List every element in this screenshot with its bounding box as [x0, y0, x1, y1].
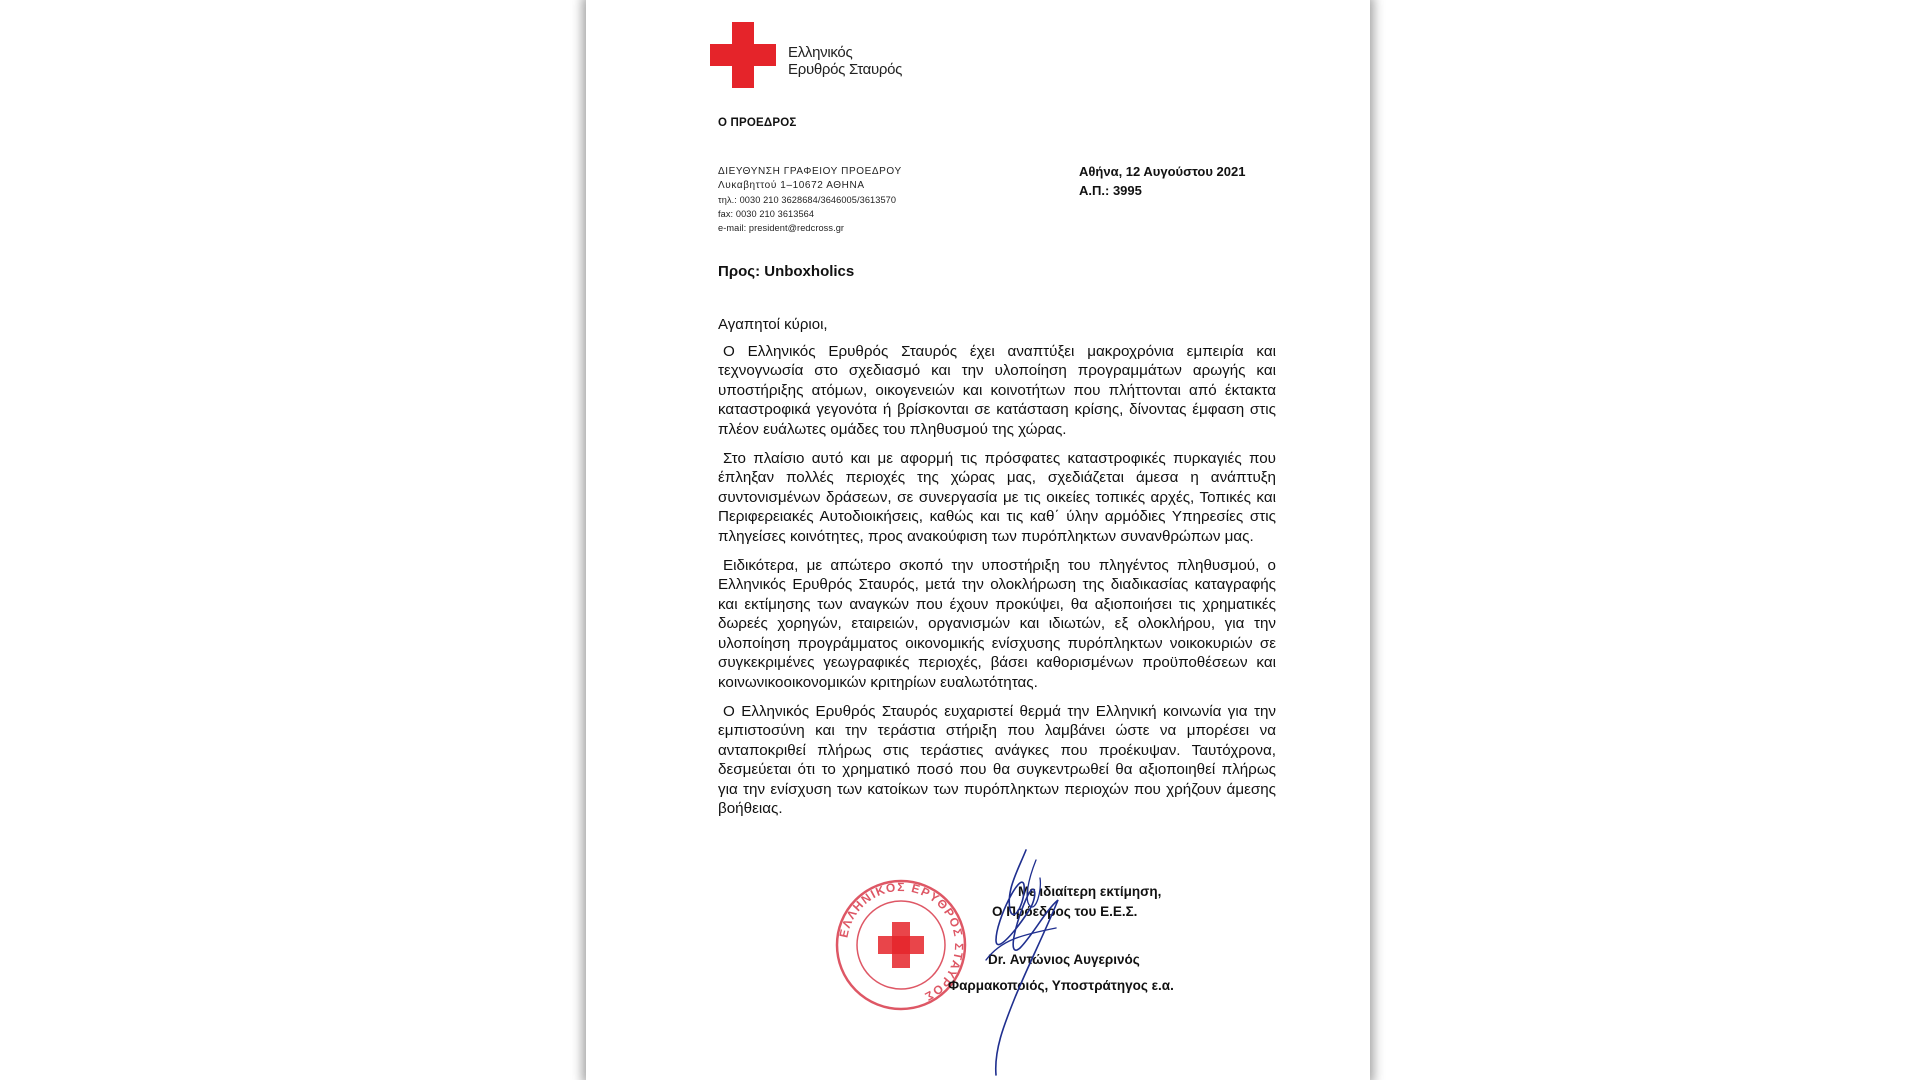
handwritten-signature — [966, 840, 1076, 1080]
greeting: Αγαπητοί κύριοι, — [718, 316, 828, 333]
closing-role: Ο Πρόεδρος του Ε.Ε.Σ. — [992, 904, 1138, 919]
office-street: Λυκαβηττού 1–10672 ΑΘΗΝΑ — [718, 180, 865, 191]
closing-block — [908, 882, 1248, 996]
letter-date: Αθήνα, 12 Αυγούστου 2021 — [1079, 164, 1246, 179]
backdrop-left — [0, 0, 586, 1080]
office-phone: τηλ.: 0030 210 3628684/3646005/3613570 — [718, 195, 897, 205]
stamp-text: ΕΛΛΗΝΙΚΟΣ ΕΡΥΘΡΟΣ ΣΤΑΥΡΟΣ — [836, 879, 967, 1005]
office-fax: fax: 0030 210 3613564 — [718, 209, 815, 219]
signatory-name: Dr. Αντώνιος Αυγερινός — [988, 952, 1140, 967]
backdrop-right — [1370, 0, 1920, 1080]
logo-text — [788, 44, 948, 78]
office-address — [718, 165, 902, 235]
office-email: e-mail: president@redcross.gr — [718, 223, 845, 233]
date-block — [1079, 162, 1245, 200]
paragraph-3: Ειδικότερα, με απώτερο σκοπό την υποστήριξη του πληγέντος πληθυσμού, ο Ελληνικός Ερυθρός Σταυρός, μετά την ολοκλήρωση της διαδικασίας καταγραφής και εκτίμησης των αναγκών που έχουν προκύψει, θα αξιοποιήσει τις χρηματικές δωρεές χορηγών, εταιρειών, οργανισμών και ιδιωτών, εξ ολοκλήρου, για την υλοποίηση προγράμματος οικονομικής ενίσχυσης πυρόπληκτων νοικοκυριών σε συγκεκριμένες γεωγραφικές περιοχές, βάσει καθορισμένων προϋποθέσεων και κοινωνικοοικονομικών κριτηρίων ευαλωτότητας. — [718, 557, 1276, 691]
logo-line-1: Ελληνικός — [788, 44, 853, 61]
recipient: Προς: Unboxholics — [718, 263, 855, 280]
president-heading: Ο ΠΡΟΕΔΡΟΣ — [718, 117, 797, 129]
closing-salutation: Με ιδιαίτερη εκτίμηση, — [1018, 884, 1162, 899]
logo-line-2: Ερυθρός Σταυρός — [788, 61, 903, 78]
letter-body — [718, 342, 1276, 828]
protocol-number: Α.Π.: 3995 — [1079, 183, 1142, 198]
red-cross-icon — [710, 22, 776, 88]
paragraph-4: Ο Ελληνικός Ερυθρός Σταυρός ευχαριστεί θερμά την Ελληνική κοινωνία για την εμπιστοσύνη και την τεράστια στήριξη που λαμβάνει ώστε να μπορέσει να ανταποκριθεί πλήρως στις τεράστιες ανάγκες που προέκυψαν. Ταυτόχρονα, δεσμεύεται ότι το χρηματικό ποσό που θα συγκεντρωθεί θα αξιοποιηθεί πλήρως για την ενίσχυση των κατοίκων των πυρόπληκτων περιοχών που χρήζουν άμεσης βοήθειας. — [718, 702, 1276, 817]
signatory-title: Φαρμακοποιός, Υποστράτηγος ε.α. — [948, 978, 1174, 993]
paragraph-2: Στο πλαίσιο αυτό και με αφορμή τις πρόσφατες καταστροφικές πυρκαγιές που έπληξαν πολλές περιοχές της χώρας μας, σχεδιάζεται άμεσα η ανάπτυξη συντονισμένων δράσεων, σε συνεργασία με τις οικείες τοπικές αρχές, Τοπικές και Περιφερειακές Αυτοδιοικήσεις, καθώς και τις καθ΄ ύλην αρμόδιες Υπηρεσίες στις πληγείσες κοινότητες, προς ανακούφιση των πυρόπληκτων συνανθρώπων μας. — [718, 450, 1276, 545]
paragraph-1: Ο Ελληνικός Ερυθρός Σταυρός έχει αναπτύξει μακροχρόνια εμπειρία και τεχνογνωσία στο σχεδιασμό και την υλοποίηση προγραμμάτων αρωγής και υποστήριξης ατόμων, οικογενειών και κοινοτήτων που πλήττονται από έκτακτα καταστροφικά γεγονότα ή βρίσκονται σε κατάσταση κρίσης, δίνοντας έμφαση στις πλέον ευάλωτες ομάδες του πληθυσμού της χώρας. — [718, 343, 1276, 438]
office-name: ΔΙΕΥΘΥΝΣΗ ΓΡΑΦΕΙΟΥ ΠΡΟΕΔΡΟΥ — [718, 166, 902, 177]
letter-page — [586, 0, 1370, 1080]
